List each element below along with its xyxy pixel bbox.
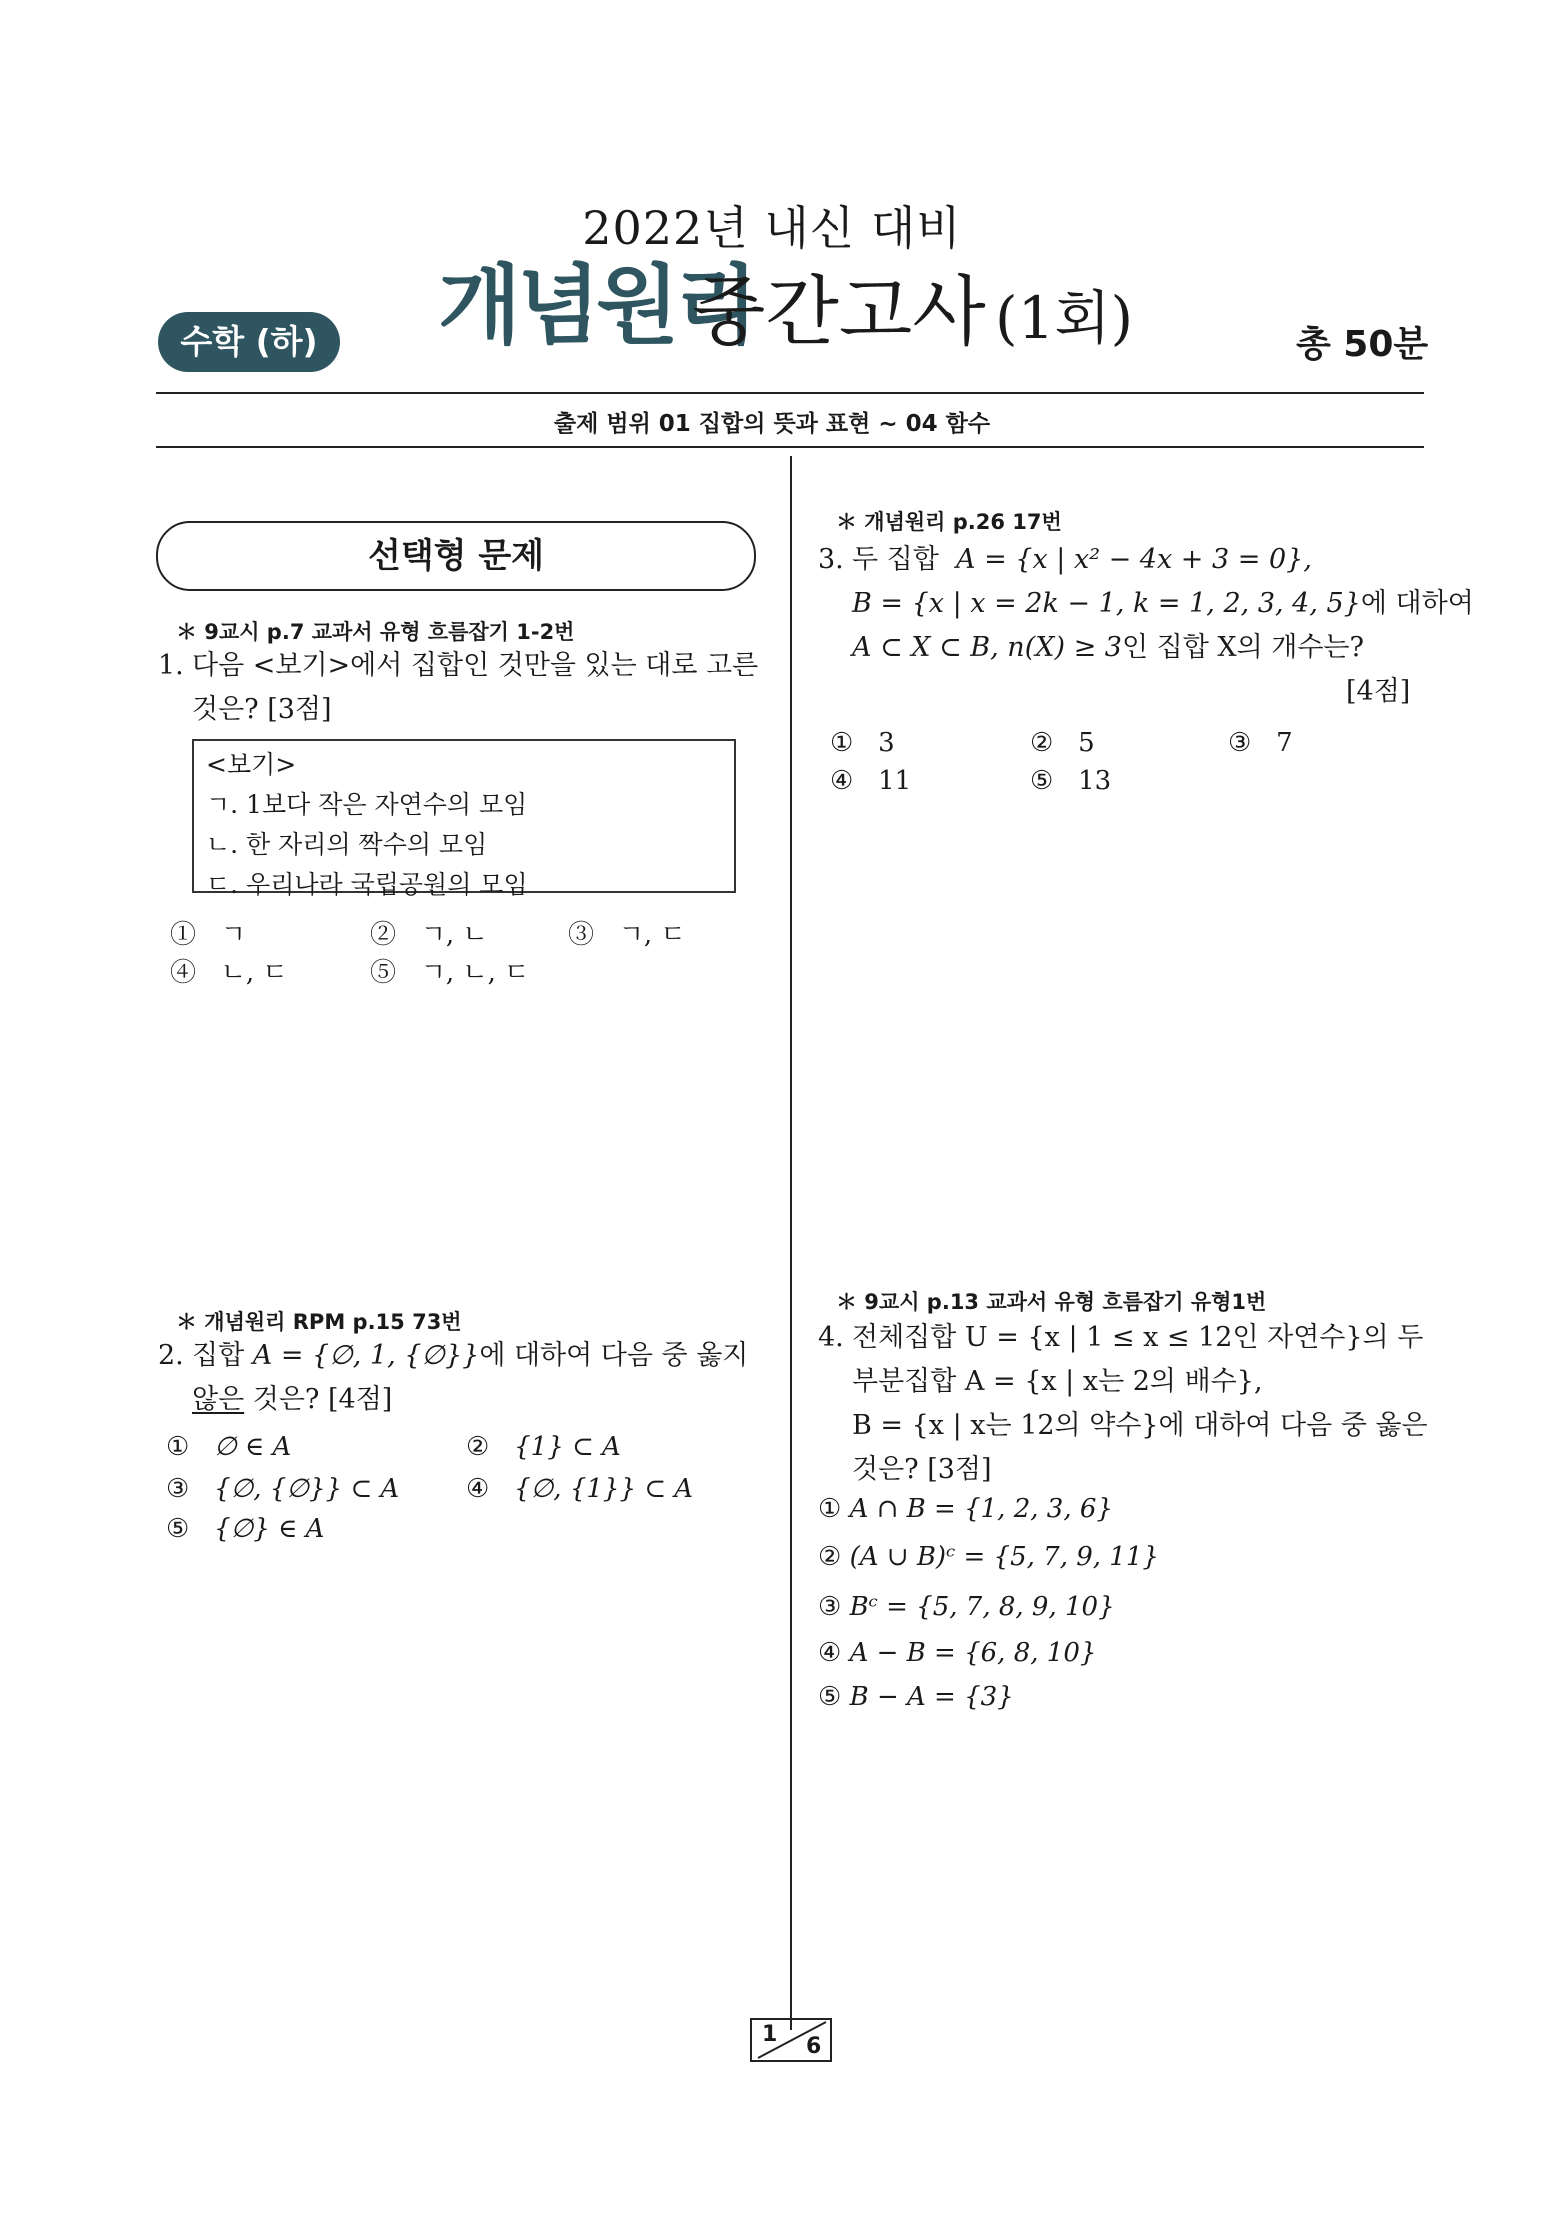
- choice-number: ③: [166, 1474, 190, 1504]
- q4-choice-5[interactable]: [818, 1682, 1014, 1712]
- exam-scope: 출제 범위 01 집합의 뜻과 표현 ~ 04 함수: [553, 411, 991, 437]
- q2-choice-5[interactable]: [166, 1514, 324, 1544]
- q1-bogi-item: ㄷ. 우리나라 국립공원의 모임: [206, 870, 528, 899]
- q2-text-pre: 집합: [192, 1340, 245, 1371]
- q1-text-line1: 다음 <보기>에서 집합인 것만을 있는 대로 고른: [192, 650, 759, 681]
- q2-choice-2[interactable]: [466, 1432, 621, 1462]
- choice-number: ③: [568, 920, 595, 950]
- q4-text-line2: 부분집합 A = {x | x는 2의 배수},: [852, 1366, 1263, 1397]
- q1-choice-4[interactable]: [170, 952, 288, 989]
- q2-text-line1: [192, 1334, 748, 1378]
- choice-number: ①: [170, 920, 197, 950]
- choice-text: ㄱ, ㄴ: [420, 920, 488, 950]
- q1-source: ＊ 9교시 p.7 교과서 유형 흐름잡기 1-2번: [176, 620, 575, 644]
- q1-bogi-item: ㄱ. 1보다 작은 자연수의 모임: [206, 790, 528, 819]
- q3-choice-4[interactable]: [830, 766, 911, 796]
- section-title: 선택형 문제: [156, 521, 756, 591]
- q4-choice-1[interactable]: [818, 1494, 1113, 1524]
- brand-logo: 개념원리: [438, 256, 755, 356]
- q1-choice-5[interactable]: [370, 952, 529, 989]
- exam-title: 중간고사: [692, 267, 986, 356]
- q4-number: 4.: [818, 1322, 844, 1353]
- q3-source: ＊ 개념원리 p.26 17번: [836, 510, 1062, 534]
- q3-text-line1: [852, 538, 1312, 582]
- q3-set-a: A = {x | x² − 4x + 3 = 0},: [956, 544, 1312, 575]
- q3-choice-5[interactable]: [1030, 766, 1111, 796]
- header-top-line: 2022년 내신 대비: [582, 201, 962, 255]
- q3-points: [4점]: [1346, 676, 1411, 707]
- choice-text: ㄱ, ㄴ, ㄷ: [420, 958, 530, 988]
- q3-text-line3: [852, 626, 1364, 670]
- choice-text: ㄴ, ㄷ: [220, 958, 288, 988]
- choice-number: ③: [818, 1592, 842, 1622]
- choice-text: {∅, {1}} ⊂ A: [514, 1474, 694, 1504]
- page-current: 1: [762, 2022, 778, 2047]
- page-total: 6: [806, 2034, 822, 2059]
- q4-choice-4[interactable]: [818, 1638, 1096, 1668]
- q3-text-line3-post: 인 집합 X의 개수는?: [1121, 632, 1364, 663]
- q1-choice-2[interactable]: [370, 914, 488, 951]
- choice-text: {∅} ∈ A: [214, 1514, 325, 1544]
- exam-round: (1회): [995, 284, 1134, 352]
- choice-text: B − A = {3}: [849, 1682, 1014, 1712]
- q1-number: 1.: [158, 650, 184, 681]
- choice-text: ∅ ∈ A: [214, 1432, 292, 1462]
- choice-text: {∅, {∅}} ⊂ A: [214, 1474, 400, 1504]
- q3-condition: A ⊂ X ⊂ B, n(X) ≥ 3: [852, 632, 1122, 663]
- q2-number: 2.: [158, 1340, 184, 1371]
- choice-number: ④: [830, 766, 854, 796]
- column-divider: [790, 456, 792, 2030]
- choice-text: ㄱ, ㄷ: [618, 920, 686, 950]
- q2-underlined-word: 않은: [192, 1384, 245, 1415]
- q2-choice-1[interactable]: [166, 1432, 291, 1462]
- q4-text-line4: 것은? [3점]: [852, 1454, 992, 1485]
- choice-number: ①: [166, 1432, 190, 1462]
- choice-text: 5: [1078, 728, 1095, 758]
- q3-choice-2[interactable]: [1030, 728, 1095, 758]
- q1-bogi-item: ㄴ. 한 자리의 짝수의 모임: [206, 830, 488, 859]
- q2-text-line2-post: 것은? [4점]: [252, 1384, 393, 1415]
- q4-choice-3[interactable]: [818, 1592, 1115, 1622]
- q1-text-line2: 것은? [3점]: [192, 694, 332, 725]
- header-rule-bottom: [156, 446, 1424, 448]
- q3-text-line2-post: 에 대하여: [1360, 588, 1474, 619]
- choice-text: Bᶜ = {5, 7, 8, 9, 10}: [849, 1592, 1115, 1622]
- q4-source: ＊ 9교시 p.13 교과서 유형 흐름잡기 유형1번: [836, 1290, 1267, 1314]
- choice-text: 11: [878, 766, 912, 796]
- q4-choice-2[interactable]: [818, 1542, 1159, 1572]
- q3-choice-1[interactable]: [830, 728, 895, 758]
- choice-text: (A ∪ B)ᶜ = {5, 7, 9, 11}: [849, 1542, 1159, 1572]
- q1-bogi-title: <보기>: [206, 750, 297, 779]
- header-rule-top: [156, 392, 1424, 394]
- choice-number: ①: [830, 728, 854, 758]
- choice-number: ④: [466, 1474, 490, 1504]
- choice-number: ④: [170, 958, 197, 988]
- choice-text: ㄱ: [220, 920, 246, 950]
- q2-set-definition: A = {∅, 1, {∅}}: [252, 1340, 480, 1371]
- choice-text: {1} ⊂ A: [514, 1432, 621, 1462]
- choice-number: ②: [370, 920, 397, 950]
- exam-duration: 총 50분: [1296, 324, 1429, 365]
- q3-text-pre: 두 집합: [852, 544, 939, 575]
- choice-text: 7: [1276, 728, 1293, 758]
- q3-text-line2: [852, 582, 1474, 626]
- choice-number: ⑤: [1030, 766, 1054, 796]
- q1-choice-3[interactable]: [568, 914, 686, 951]
- choice-number: ⑤: [370, 958, 397, 988]
- choice-number: ④: [818, 1638, 842, 1668]
- choice-number: ⑤: [818, 1682, 842, 1712]
- choice-number: ①: [818, 1494, 842, 1524]
- q1-bogi-box: [192, 739, 736, 899]
- q2-text-post: 에 대하여 다음 중 옳지: [479, 1340, 749, 1371]
- choice-text: A − B = {6, 8, 10}: [849, 1638, 1097, 1668]
- q2-source: ＊ 개념원리 RPM p.15 73번: [176, 1310, 462, 1334]
- q3-choice-3[interactable]: [1228, 728, 1293, 758]
- q3-set-b: B = {x | x = 2k − 1, k = 1, 2, 3, 4, 5}: [852, 588, 1361, 619]
- q2-choice-3[interactable]: [166, 1474, 399, 1504]
- choice-text: A ∩ B = {1, 2, 3, 6}: [849, 1494, 1113, 1524]
- choice-number: ②: [818, 1542, 842, 1572]
- choice-text: 13: [1078, 766, 1112, 796]
- choice-text: 3: [878, 728, 895, 758]
- q3-number: 3.: [818, 544, 844, 575]
- choice-number: ②: [1030, 728, 1054, 758]
- q4-text-line3: B = {x | x는 12의 약수}에 대하여 다음 중 옳은: [852, 1410, 1428, 1441]
- choice-number: ③: [1228, 728, 1252, 758]
- q2-text-line2: [192, 1378, 392, 1422]
- choice-number: ②: [466, 1432, 490, 1462]
- q4-text-line1: 전체집합 U = {x | 1 ≤ x ≤ 12인 자연수}의 두: [852, 1322, 1424, 1353]
- choice-number: ⑤: [166, 1514, 190, 1544]
- page-indicator: [750, 2018, 832, 2062]
- q2-choice-4[interactable]: [466, 1474, 693, 1504]
- subject-badge: 수학 (하): [158, 312, 340, 372]
- q1-choice-1[interactable]: [170, 914, 246, 951]
